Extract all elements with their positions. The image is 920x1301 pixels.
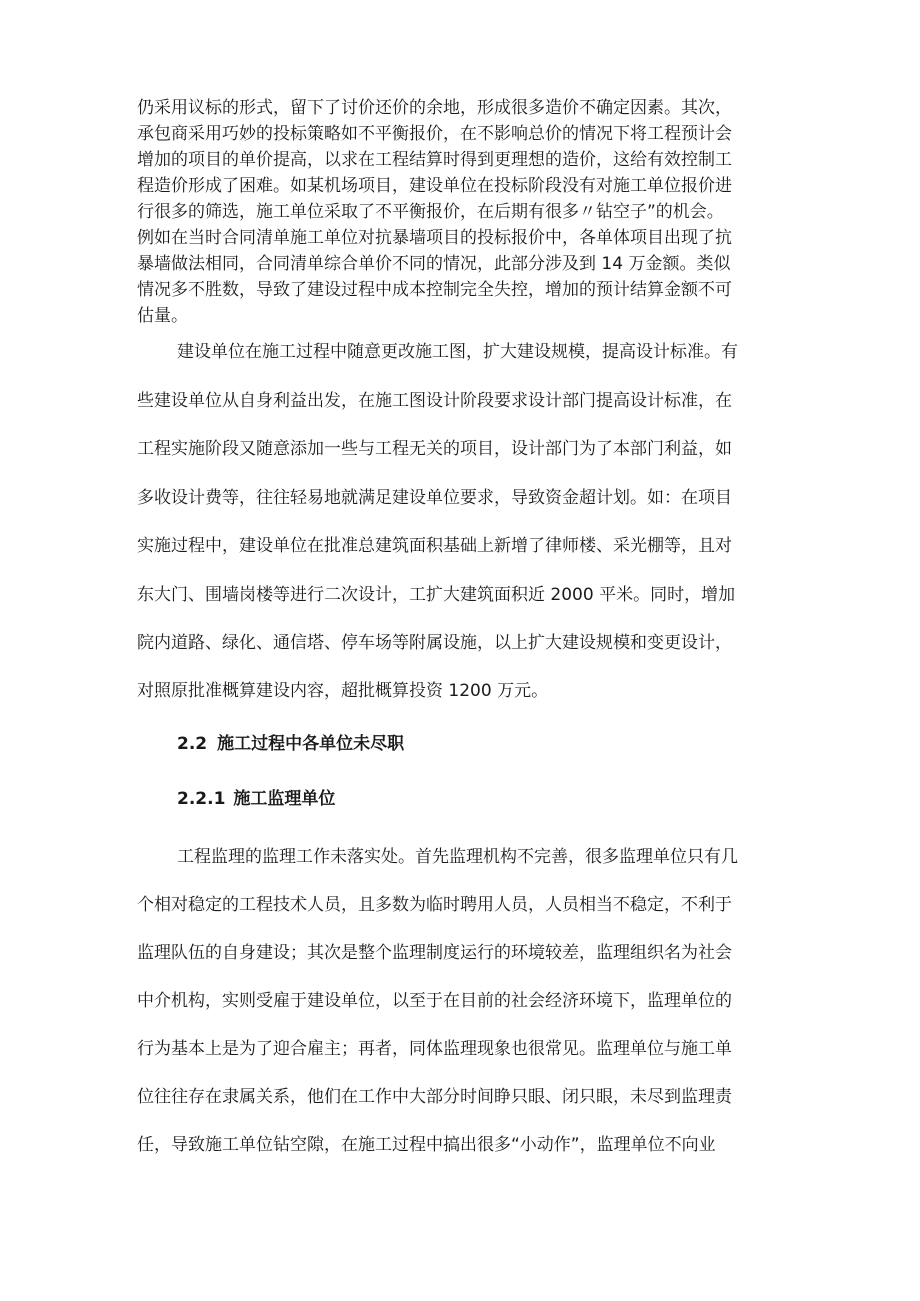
- paragraph-line: 任，导致施工单位钻空隙，在施工过程中搞出很多“小动作”，监理单位不向业: [137, 1135, 716, 1155]
- section-heading-2-2: [177, 733, 404, 755]
- paragraph-line: 院内道路、绿化、通信塔、停车场等附属设施，以上扩大建设规模和变更设计，: [137, 633, 732, 653]
- heading-title: 施工过程中各单位未尽职: [217, 734, 405, 754]
- paragraph-line: 承包商采用巧妙的投标策略如不平衡报价，在不影响总价的情况下将工程预计会: [137, 124, 732, 144]
- paragraph-line: 例如在当时合同清单施工单位对抗暴墙项目的投标报价中，各单体项目出现了抗: [137, 228, 732, 248]
- paragraph-line: 增加的项目的单价提高，以求在工程结算时得到更理想的造价，这给有效控制工: [137, 150, 732, 170]
- paragraph-line: 中介机构，实则受雇于建设单位，以至于在目前的社会经济环境下，监理单位的: [137, 991, 732, 1011]
- paragraph-line: 行为基本上是为了迎合雇主；再者，同体监理现象也很常见。监理单位与施工单: [137, 1039, 732, 1059]
- heading-title: 施工监理单位: [233, 789, 336, 809]
- paragraph-line: 情况多不胜数，导致了建设过程中成本控制完全失控，增加的预计结算金额不可: [137, 280, 732, 300]
- paragraph-line: 位往往存在隶属关系，他们在工作中大部分时间睁只眼、闭只眼，未尽到监理责: [137, 1087, 732, 1107]
- paragraph-line: 监理队伍的自身建设；其次是整个监理制度运行的环境较差，监理组织名为社会: [137, 943, 732, 963]
- paragraph-line: 仍采用议标的形式，留下了讨价还价的余地，形成很多造价不确定因素。其次，: [137, 98, 732, 118]
- paragraph-line: 建设单位在施工过程中随意更改施工图，扩大建设规模，提高设计标准。有: [177, 342, 738, 362]
- paragraph-line: 东大门、围墙岗楼等进行二次设计，工扩大建筑面积近 2000 平米。同时，增加: [137, 585, 736, 605]
- paragraph-line: 估量。: [137, 306, 188, 326]
- heading-number: 2.2.1: [177, 789, 226, 809]
- paragraph-line: 程造价形成了困难。如某机场项目，建设单位在投标阶段没有对施工单位报价进: [137, 176, 732, 196]
- paragraph-line: 实施过程中，建设单位在批准总建筑面积基础上新增了律师楼、采光棚等，且对: [137, 536, 732, 556]
- paragraph-line: 行很多的筛选，施工单位采取了不平衡报价，在后期有很多〃钻空子”的机会。: [137, 202, 724, 222]
- paragraph-line: 暴墙做法相同，合同清单综合单价不同的情况，此部分涉及到 14 万金额。类似: [137, 254, 731, 274]
- paragraph-line: 工程实施阶段又随意添加一些与工程无关的项目，设计部门为了本部门利益，如: [137, 439, 732, 459]
- paragraph-line: 些建设单位从自身利益出发，在施工图设计阶段要求设计部门提高设计标准，在: [137, 391, 732, 411]
- paragraph-line: 工程监理的监理工作未落实处。首先监理机构不完善，很多监理单位只有几: [177, 847, 738, 867]
- heading-number: 2.2: [177, 734, 208, 754]
- section-heading-2-2-1: [177, 788, 335, 810]
- paragraph-line: 个相对稳定的工程技术人员，且多数为临时聘用人员，人员相当不稳定，不利于: [137, 895, 732, 915]
- paragraph-line: 对照原批准概算建设内容，超批概算投资 1200 万元。: [137, 681, 549, 701]
- paragraph-line: 多收设计费等，往往轻易地就满足建设单位要求，导致资金超计划。如：在项目: [137, 488, 732, 508]
